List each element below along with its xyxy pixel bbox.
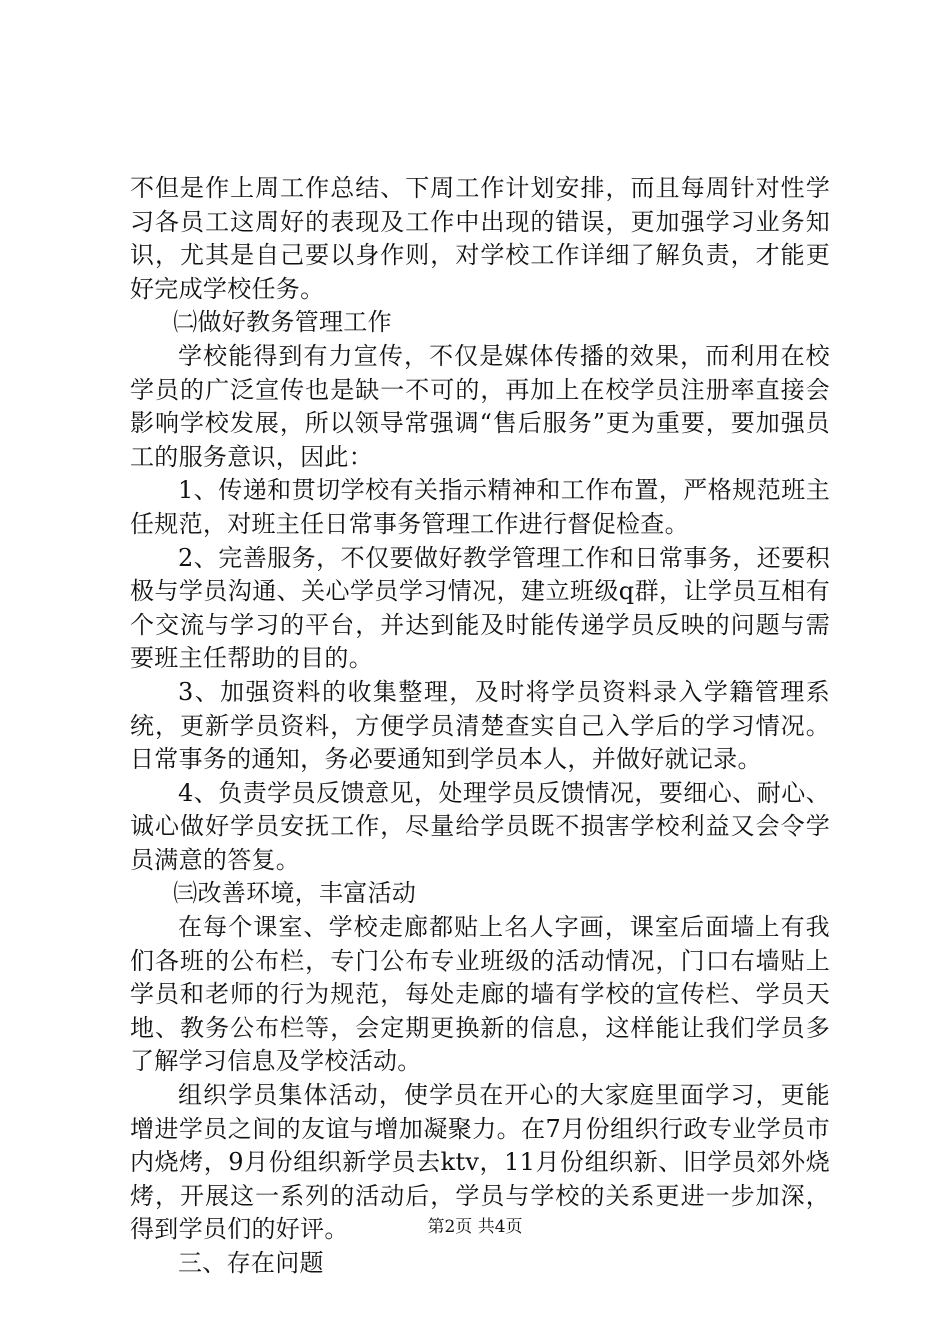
page-number-footer: 第2页 共4页 — [427, 1217, 523, 1237]
list-item-1: 1、传递和贯切学校有关指示精神和工作布置，严格规范班主任规范，对班主任日常事务管理工作进行督促检查。 — [130, 476, 830, 538]
section-heading-3: ㈢改善环境，丰富活动 — [173, 879, 417, 908]
document-body — [130, 172, 830, 1281]
paragraph-continuation: 不但是作上周工作总结、下周工作计划安排，而且每周针对性学习各员工这周好的表现及工作中出现的错误，更加强学习业务知识，尤其是自己要以身作则，对学校工作详细了解负责，才能更好完成学校任务。 — [130, 174, 830, 303]
list-item-3: 3、加强资料的收集整理，及时将学员资料录入学籍管理系统，更新学员资料，方便学员清楚查实自己入学后的学习情况。日常事务的通知，务必要通知到学员本人，并做好就记录。 — [130, 677, 830, 774]
section-heading-issues: 三、存在问题 — [178, 1249, 324, 1277]
list-item-4: 4、负责学员反馈意见，处理学员反馈情况，要细心、耐心、诚心做好学员安抚工作，尽量给学员既不损害学校利益又会令学员满意的答复。 — [130, 778, 830, 874]
list-item-2: 2、完善服务，不仅要做好教学管理工作和日常事务，还要积极与学员沟通、关心学员学习情况，建立班级q群，让学员互相有个交流与学习的平台，并达到能及时能传递学员反映的问题与需要班主任帮助的目的。 — [130, 543, 830, 673]
paragraph: 学校能得到有力宣传，不仅是媒体传播的效果，而利用在校学员的广泛宣传也是缺一不可的，再加上在校学员注册率直接会影响学校发展，所以领导常强调“售后服务”更为重要，要加强员工的服务意识，因此： — [130, 341, 830, 471]
section-heading-2: ㈡做好教务管理工作 — [173, 308, 392, 337]
paragraph: 在每个课室、学校走廊都贴上名人字画，课室后面墙上有我们各班的公布栏，专门公布专业班级的活动情况，门口右墙贴上学员和老师的行为规范，每处走廊的墙有学校的宣传栏、学员天地、教务公布栏等，会定期更换新的信息，这样能让我们学员多了解学习信息及学校活动。 — [130, 913, 830, 1076]
paragraph: 组织学员集体活动，使学员在开心的大家庭里面学习，更能增进学员之间的友谊与增加凝聚力。在7月份组织行政专业学员市内烧烤，9月份组织新学员去ktv，11月份组织新、旧学员郊外烧烤，开展这一系列的活动后，学员与学校的关系更进一步加深，得到学员们的好评。 — [130, 1081, 830, 1244]
